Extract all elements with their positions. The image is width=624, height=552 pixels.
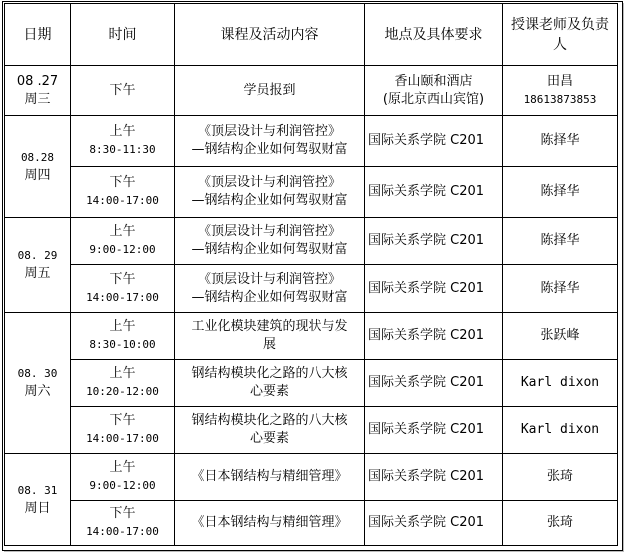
table-row bbox=[5, 407, 618, 454]
header-content: 课程及活动内容 bbox=[175, 4, 365, 66]
time-range: 14:00-17:00 bbox=[86, 194, 159, 207]
location-cell: 国际关系学院 C201 bbox=[365, 265, 503, 313]
time-label: 上午 bbox=[109, 460, 136, 475]
time-cell bbox=[71, 454, 175, 501]
content-line: 《顶层设计与利润管控》 bbox=[197, 175, 341, 190]
time-label: 上午 bbox=[109, 224, 136, 239]
date-cell bbox=[5, 218, 71, 313]
content-cell bbox=[175, 66, 365, 116]
header-time: 时间 bbox=[71, 4, 175, 66]
teacher-cell: 张跃峰 bbox=[503, 313, 618, 360]
time-label: 下午 bbox=[109, 506, 136, 521]
date-cell bbox=[5, 116, 71, 218]
time-cell bbox=[71, 407, 175, 454]
time-label: 下午 bbox=[109, 175, 136, 190]
weekday: 周日 bbox=[24, 500, 51, 516]
header-location: 地点及具体要求 bbox=[365, 4, 503, 66]
date: 08 .27 bbox=[16, 73, 59, 89]
content-line: 展 bbox=[262, 337, 276, 352]
content-line: 工业化模块建筑的现状与发 bbox=[191, 319, 348, 334]
content-line: 《顶层设计与利润管控》 bbox=[197, 224, 341, 239]
teacher-name: 田昌 bbox=[546, 73, 573, 89]
teacher-cell: 张琦 bbox=[503, 454, 618, 501]
location-cell: 国际关系学院 C201 bbox=[365, 218, 503, 265]
content-line: —钢结构企业如何驾驭财富 bbox=[191, 142, 348, 157]
content-cell bbox=[175, 265, 365, 313]
weekday: 周四 bbox=[24, 167, 51, 183]
location-line: (原北京西山宾馆) bbox=[382, 91, 485, 107]
teacher-cell: Karl dixon bbox=[503, 360, 618, 407]
content-line: 学员报到 bbox=[243, 82, 296, 98]
time-cell bbox=[71, 218, 175, 265]
location-cell: 国际关系学院 C201 bbox=[365, 116, 503, 167]
date: 08. 29 bbox=[17, 249, 58, 262]
location-cell: 国际关系学院 C201 bbox=[365, 167, 503, 218]
header-row bbox=[5, 4, 618, 66]
schedule-table bbox=[4, 3, 618, 546]
time-label: 上午 bbox=[109, 124, 136, 139]
content-line: 钢结构模块化之路的八大核 bbox=[191, 366, 348, 381]
date: 08.28 bbox=[20, 150, 55, 164]
location-cell: 国际关系学院 C201 bbox=[365, 454, 503, 501]
table-row bbox=[5, 116, 618, 167]
table-row bbox=[5, 265, 618, 313]
time-cell bbox=[71, 313, 175, 360]
time-range: 8:30-10:00 bbox=[89, 338, 156, 351]
table-row bbox=[5, 313, 618, 360]
weekday: 周五 bbox=[24, 266, 51, 281]
date-cell bbox=[5, 454, 71, 546]
content-cell bbox=[175, 360, 365, 407]
time-range: 9:00-12:00 bbox=[89, 243, 156, 256]
teacher-cell: Karl dixon bbox=[503, 407, 618, 454]
time-label: 上午 bbox=[109, 366, 136, 381]
table-row bbox=[5, 218, 618, 265]
header-date: 日期 bbox=[5, 4, 71, 66]
location-line: 香山颐和酒店 bbox=[394, 73, 473, 89]
time-cell bbox=[71, 167, 175, 218]
content-cell: 《日本钢结构与精细管理》 bbox=[175, 454, 365, 501]
content-cell bbox=[175, 116, 365, 167]
time-cell bbox=[71, 66, 175, 116]
time-label: 下午 bbox=[109, 413, 136, 428]
time-range: 14:00-17:00 bbox=[86, 525, 159, 538]
weekday: 周六 bbox=[24, 384, 51, 399]
content-line: —钢结构企业如何驾驭财富 bbox=[191, 193, 348, 208]
content-line: 《顶层设计与利润管控》 bbox=[197, 124, 341, 139]
location-cell: 国际关系学院 C201 bbox=[365, 360, 503, 407]
teacher-cell: 陈择华 bbox=[503, 218, 618, 265]
teacher-cell: 陈择华 bbox=[503, 116, 618, 167]
content-line: 钢结构模块化之路的八大核 bbox=[191, 413, 348, 428]
teacher-phone: 18613873853 bbox=[523, 92, 597, 106]
table-row bbox=[5, 454, 618, 501]
content-line: —钢结构企业如何驾驭财富 bbox=[191, 242, 348, 257]
table-row bbox=[5, 501, 618, 546]
content-line: —钢结构企业如何驾驭财富 bbox=[191, 289, 348, 305]
time-range: 9:00-12:00 bbox=[89, 479, 156, 492]
time-label: 上午 bbox=[109, 319, 136, 334]
content-line: 《顶层设计与利润管控》 bbox=[197, 271, 341, 287]
time-cell bbox=[71, 360, 175, 407]
time-cell bbox=[71, 501, 175, 546]
time-cell bbox=[71, 116, 175, 167]
location-cell bbox=[365, 66, 503, 116]
table-row bbox=[5, 167, 618, 218]
time-cell bbox=[71, 265, 175, 313]
date-cell bbox=[5, 66, 71, 116]
date-cell bbox=[5, 313, 71, 454]
date: 08. 30 bbox=[17, 367, 58, 380]
time-range: 14:00-17:00 bbox=[86, 290, 159, 304]
table-row bbox=[5, 360, 618, 407]
content-cell: 《日本钢结构与精细管理》 bbox=[175, 501, 365, 546]
date: 08. 31 bbox=[17, 483, 58, 497]
content-line: 心要素 bbox=[249, 431, 289, 446]
content-line: 心要素 bbox=[249, 384, 289, 399]
location-cell: 国际关系学院 C201 bbox=[365, 313, 503, 360]
content-cell bbox=[175, 218, 365, 265]
teacher-cell: 陈择华 bbox=[503, 167, 618, 218]
weekday: 周三 bbox=[24, 91, 51, 107]
time-label: 下午 bbox=[109, 82, 136, 98]
time-range: 10:20-12:00 bbox=[86, 385, 159, 398]
content-cell bbox=[175, 407, 365, 454]
location-cell: 国际关系学院 C201 bbox=[365, 501, 503, 546]
teacher-cell bbox=[503, 66, 618, 116]
teacher-cell: 陈择华 bbox=[503, 265, 618, 313]
time-range: 14:00-17:00 bbox=[86, 432, 159, 445]
location-cell: 国际关系学院 C201 bbox=[365, 407, 503, 454]
content-cell bbox=[175, 313, 365, 360]
time-label: 下午 bbox=[109, 271, 136, 287]
header-teacher: 授课老师及负责人 bbox=[503, 4, 618, 66]
time-range: 8:30-11:30 bbox=[89, 143, 156, 156]
teacher-cell: 张琦 bbox=[503, 501, 618, 546]
content-cell bbox=[175, 167, 365, 218]
table-row bbox=[5, 66, 618, 116]
